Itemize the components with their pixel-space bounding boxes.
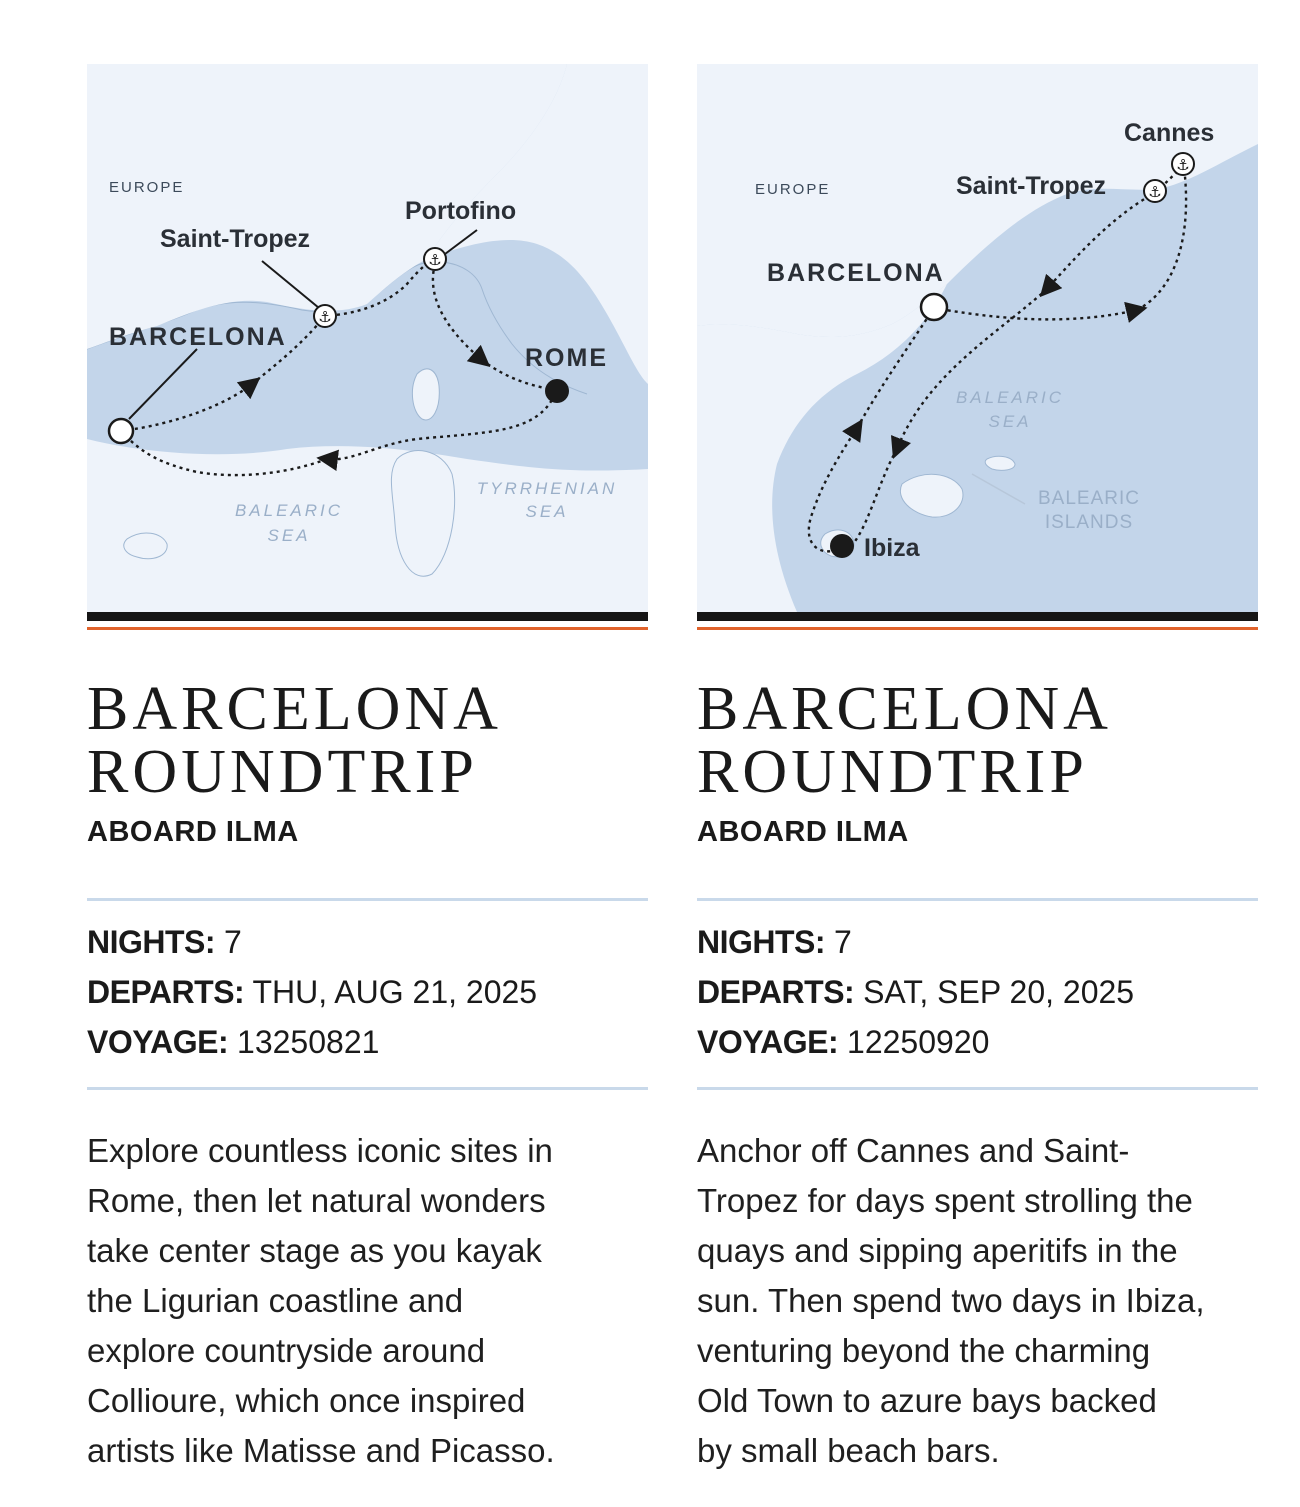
description-line: Explore countless iconic sites in — [87, 1132, 553, 1169]
divider-black — [697, 612, 1258, 621]
description-line: Tropez for days spent strolling the — [697, 1182, 1193, 1219]
description-line: Collioure, which once inspired — [87, 1382, 526, 1419]
fact-departs — [697, 967, 1258, 1017]
barcelona-marker — [109, 419, 133, 443]
fact-label: NIGHTS: — [697, 924, 826, 960]
title-line: BARCELONA — [87, 675, 502, 743]
facts-list — [87, 901, 648, 1087]
route-map — [87, 64, 648, 612]
card-title — [87, 675, 648, 806]
divider-orange — [697, 627, 1258, 630]
divider-black — [87, 612, 648, 621]
ship-name: ABOARD ILMA — [697, 816, 909, 848]
description-line: by small beach bars. — [697, 1432, 1000, 1469]
fact-voyage — [87, 1017, 648, 1067]
fact-nights — [697, 917, 1258, 967]
fact-label: DEPARTS: — [87, 974, 245, 1010]
islands-label: ISLANDS — [1044, 512, 1134, 533]
fact-label: VOYAGE: — [697, 1024, 839, 1060]
fact-label: DEPARTS: — [697, 974, 855, 1010]
port-label-cannes: Cannes — [1124, 119, 1215, 147]
svg-text:⚓: ⚓ — [428, 251, 442, 269]
port-label-rome: ROME — [525, 344, 608, 372]
port-label-saint-tropez: Saint-Tropez — [956, 172, 1107, 200]
divider-blue — [697, 1087, 1258, 1090]
itinerary-card — [697, 64, 1258, 1476]
fact-value: 12250920 — [847, 1024, 990, 1060]
sea-label: SEA — [988, 412, 1032, 431]
fact-value: 7 — [833, 924, 852, 960]
sea-label: SEA — [267, 526, 311, 545]
barcelona-marker — [921, 294, 947, 320]
divider-orange — [87, 627, 648, 630]
corsica-island — [412, 369, 439, 420]
fact-value: 13250821 — [237, 1024, 380, 1060]
description-line: take center stage as you kayak — [87, 1232, 542, 1269]
mallorca-island — [124, 533, 167, 559]
islands-label: BALEARIC — [1038, 488, 1140, 509]
description-line: Rome, then let natural wonders — [87, 1182, 546, 1219]
title-line: ROUNDTRIP — [697, 738, 1088, 806]
fact-value: 7 — [223, 924, 242, 960]
ibiza-marker — [830, 534, 854, 558]
anchor-icon — [1144, 180, 1166, 202]
port-label-ibiza: Ibiza — [864, 534, 920, 562]
fact-label: VOYAGE: — [87, 1024, 229, 1060]
anchor-icon — [1172, 153, 1194, 175]
title-line: ROUNDTRIP — [87, 738, 478, 806]
description-line: explore countryside around — [87, 1332, 486, 1369]
description-line: Anchor off Cannes and Saint- — [697, 1132, 1130, 1169]
description — [87, 1126, 648, 1476]
fact-value: THU, AUG 21, 2025 — [252, 974, 538, 1010]
fact-label: NIGHTS: — [87, 924, 216, 960]
port-label-barcelona: BARCELONA — [109, 323, 287, 351]
sea-label: BALEARIC — [955, 388, 1065, 407]
fact-voyage — [697, 1017, 1258, 1067]
itinerary-card — [87, 64, 648, 1476]
svg-text:⚓: ⚓ — [1176, 156, 1190, 174]
ship-name: ABOARD ILMA — [87, 816, 299, 848]
region-label: EUROPE — [109, 179, 185, 196]
description-line: quays and sipping aperitifs in the — [697, 1232, 1178, 1269]
sea-label: TYRRHENIAN — [476, 479, 618, 498]
region-label: EUROPE — [755, 181, 831, 198]
anchor-icon — [424, 248, 446, 270]
route-map — [697, 64, 1258, 612]
description — [697, 1126, 1258, 1476]
fact-departs — [87, 967, 648, 1017]
svg-text:⚓: ⚓ — [1148, 183, 1162, 201]
description-line: sun. Then spend two days in Ibiza, — [697, 1282, 1205, 1319]
port-label-saint-tropez: Saint-Tropez — [160, 225, 311, 253]
port-label-barcelona: BARCELONA — [767, 259, 945, 287]
fact-nights — [87, 917, 648, 967]
description-line: Old Town to azure bays backed — [697, 1382, 1157, 1419]
description-line: the Ligurian coastline and — [87, 1282, 464, 1319]
anchor-icon — [314, 305, 336, 327]
card-title — [697, 675, 1258, 806]
title-line: BARCELONA — [697, 675, 1112, 743]
divider-blue — [87, 1087, 648, 1090]
facts-list — [697, 901, 1258, 1087]
svg-text:⚓: ⚓ — [318, 308, 332, 326]
sea-label: SEA — [525, 502, 569, 521]
description-line: artists like Matisse and Picasso. — [87, 1432, 555, 1469]
route-map-svg — [87, 64, 648, 612]
menorca-island — [985, 456, 1015, 470]
rome-marker — [545, 379, 569, 403]
description-line: venturing beyond the charming — [697, 1332, 1151, 1369]
sea-label: BALEARIC — [234, 501, 344, 520]
port-label-portofino: Portofino — [405, 197, 517, 225]
route-map-svg — [697, 64, 1258, 612]
fact-value: SAT, SEP 20, 2025 — [863, 974, 1135, 1010]
